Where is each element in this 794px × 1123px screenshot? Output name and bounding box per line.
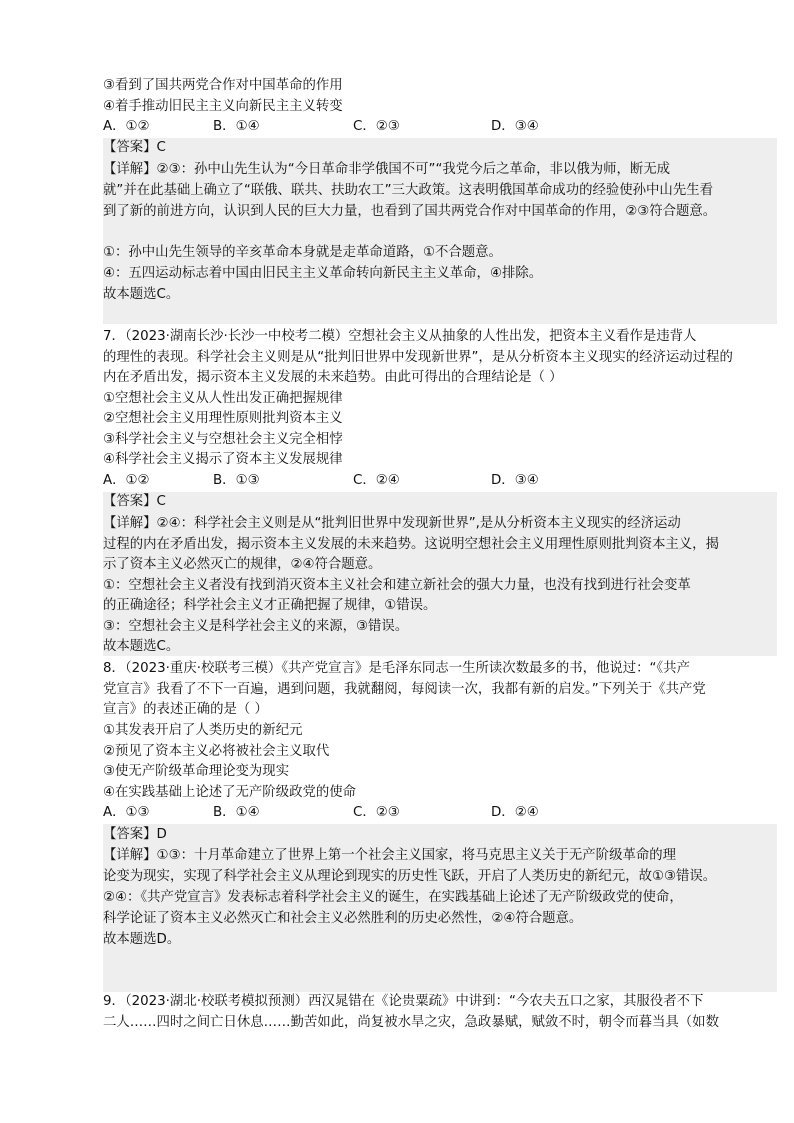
question-stem: 二人……四时之间亡日休息……勤苦如此，尚复被水旱之灾，急政暴赋，赋敛不时，朝令而暮当具（如数 [103, 1015, 719, 1030]
choice-c: C．②③ [353, 119, 400, 134]
detail-line: 【详解】②④：科学社会主义则是从“批判旧世界中发现新世界”,是从分析资本主义现实的经济运动 [103, 516, 681, 531]
choice-b: B．①④ [213, 119, 260, 134]
question-stem: 8．（2023·重庆·校联考三模）《共产党宣言》是毛泽东同志一生所读次数最多的书，他说过：“《共产 [103, 661, 690, 676]
question-stem: 的理性的表现。科学社会主义则是从“批判旧世界中发现新世界”，是从分析资本主义现实的经济运动过程的 [103, 350, 733, 365]
detail-line: 故本题选C。 [103, 287, 180, 302]
choice-d: D．②④ [491, 805, 539, 820]
detail-line: 过程的内在矛盾出发，揭示资本主义发展的未来趋势。这说明空想社会主义用理性原则批判资本主义，揭 [103, 537, 719, 552]
detail-line: 【详解】①③：十月革命建立了世界上第一个社会主义国家，将马克思主义关于无产阶级革命的理 [103, 848, 677, 863]
option-item-3: ③科学社会主义与空想社会主义完全相悖 [103, 432, 343, 447]
choice-c: C．②③ [353, 805, 400, 820]
answer-label: 【答案】C [103, 140, 166, 155]
detail-line: 科学论证了资本主义必然灭亡和社会主义必然胜利的历史必然性，②④符合题意。 [103, 911, 583, 926]
answer-label: 【答案】C [103, 494, 166, 509]
detail-line: ①：空想社会主义者没有找到消灭资本主义社会和建立新社会的强大力量，也没有找到进行社会变革 [103, 578, 691, 593]
question-stem: 9．（2023·湖北·校联考模拟预测）西汉晁错在《论贵粟疏》中讲到：“今农夫五口之家，其服役者不下 [103, 994, 704, 1009]
detail-line: ③：空想社会主义是科学社会主义的来源，③错误。 [103, 619, 409, 634]
answer-label: 【答案】D [103, 827, 167, 842]
choice-c: C．②④ [353, 473, 400, 488]
detail-line: 示了资本主义必然灭亡的规律，②④符合题意。 [103, 557, 382, 572]
detail-line: 的正确途径；科学社会主义才正确把握了规律，①错误。 [103, 598, 437, 613]
detail-line: 论变为现实，实现了科学社会主义从理论到现实的历史性飞跃，开启了人类历史的新纪元，故①③错误。 [103, 869, 717, 884]
option-item-2: ②空想社会主义用理性原则批判资本主义 [103, 411, 343, 426]
detail-line: ④：五四运动标志着中国由旧民主主义革命转向新民主主义革命，④排除。 [103, 266, 543, 281]
detail-line: 故本题选D。 [103, 932, 181, 947]
option-item-4: ④科学社会主义揭示了资本主义发展规律 [103, 452, 343, 467]
choice-d: D．③④ [491, 473, 539, 488]
detail-line: 就”并在此基础上确立了“联俄、联共、扶助农工”三大政策。这表明俄国革命成功的经验使孙中山先生看 [103, 183, 713, 198]
detail-line: ①：孙中山先生领导的辛亥革命本身就是走革命道路，①不合题意。 [103, 245, 502, 260]
option-item-1: ①其发表开启了人类历史的新纪元 [103, 723, 303, 738]
detail-line: 故本题选C。 [103, 639, 180, 654]
detail-line: 【详解】②③：孙中山先生认为“今日革命非学俄国不可”“我党今后之革命，非以俄为师，断无成 [103, 162, 671, 177]
question-stem: 党宣言》我看了不下一百遍，遇到问题，我就翻阅，每阅读一次，我都有新的启发。”下列关于《共产党 [103, 682, 706, 697]
option-item-4: ④在实践基础上论述了无产阶级政党的使命 [103, 785, 357, 800]
question-stem: 内在矛盾出发，揭示资本主义发展的未来趋势。由此可得出的合理结论是（ ） [103, 370, 563, 385]
option-item-4: ④着手推动旧民主主义向新民主主义转变 [103, 99, 343, 114]
question-stem: 7．（2023·湖南长沙·长沙一中校考二模）空想社会主义从抽象的人性出发，把资本主义看作是违背人 [103, 329, 697, 344]
choice-a: A．①③ [103, 805, 150, 820]
detail-line: 到了新的前进方向，认识到人民的巨大力量，也看到了国共两党合作对中国革命的作用，②③符合题意。 [103, 204, 717, 219]
option-item-3: ③看到了国共两党合作对中国革命的作用 [103, 78, 343, 93]
question-stem: 宣言》的表述正确的是（ ） [103, 702, 268, 717]
choice-b: B．①④ [213, 805, 260, 820]
choice-a: A．①② [103, 119, 150, 134]
detail-line: ②④：《共产党宣言》发表标志着科学社会主义的诞生，在实践基础上论述了无产阶级政党的使命， [103, 890, 683, 905]
choice-d: D．③④ [491, 119, 539, 134]
choice-b: B．①③ [213, 473, 260, 488]
option-item-3: ③使无产阶级革命理论变为现实 [103, 764, 290, 779]
option-item-1: ①空想社会主义从人性出发正确把握规律 [103, 391, 343, 406]
option-item-2: ②预见了资本主义必将被社会主义取代 [103, 744, 330, 759]
choice-a: A．①② [103, 473, 150, 488]
